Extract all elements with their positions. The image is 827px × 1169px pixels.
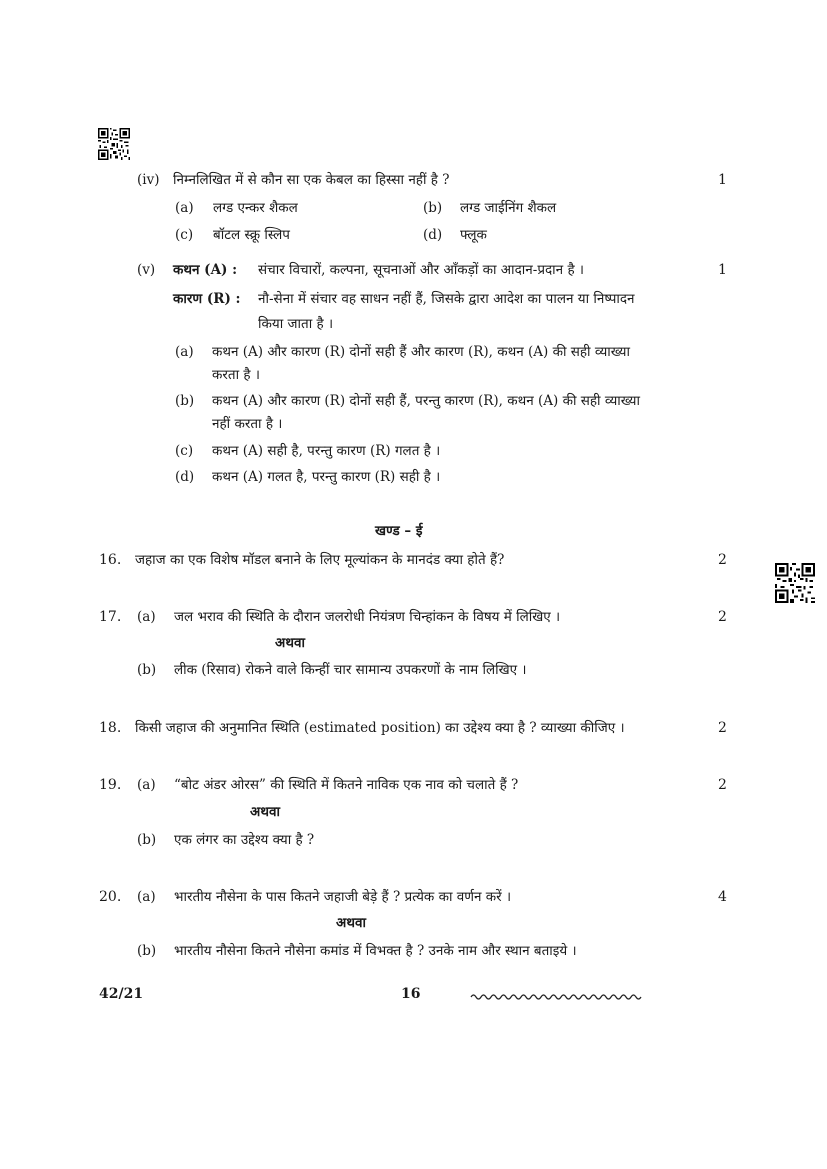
q15-iv-option-label: (a) [175, 200, 194, 216]
paper-code: 42/21 [99, 986, 144, 1002]
q15-v-option-text: कथन (A) और कारण (R) दोनों सही हैं और कारण (R), कथन (A) की सही व्याख्या [212, 344, 630, 360]
q17-number: 17. [99, 609, 122, 625]
q16-marks: 2 [718, 552, 727, 568]
q17-a-question: जल भराव की स्थिति के दौरान जलरोधी नियंत्रण चिन्हांकन के विषय में लिखिए । [174, 609, 561, 625]
q15-iv-option-text: लग्ड एन्कर शैकल [213, 200, 298, 216]
q20-or: अथवा [336, 915, 366, 931]
q15-iv-option-text: लग्ड जाईनिंग शैकल [460, 200, 557, 216]
q19-a-question: “बोट अंडर ओरस” की स्थिति में कितने नाविक एक नाव को चलाते हैं ? [174, 777, 519, 793]
qr-code-side [775, 563, 815, 603]
q15-iv-option-text: फ्लूक [460, 227, 487, 243]
q15-v-reason-text: नौ-सेना में संचार वह साधन नहीं हैं, जिसके द्वारा आदेश का पालन या निष्पादन [258, 291, 635, 307]
q16-question: जहाज का एक विशेष मॉडल बनाने के लिए मूल्यांकन के मानदंड क्या होते हैं? [135, 552, 505, 568]
q15-v-option-label: (d) [175, 469, 195, 485]
q15-v-reason-text: किया जाता है । [258, 316, 334, 332]
page-number: 16 [401, 986, 421, 1002]
q20-b-label: (b) [137, 943, 157, 959]
q15-v-assertion-label: कथन (A) : [173, 262, 238, 278]
q19-number: 19. [99, 777, 122, 793]
q19-a-label: (a) [137, 777, 156, 793]
q15-iv-option-label: (d) [423, 227, 443, 243]
q20-a-question: भारतीय नौसेना के पास कितने जहाजी बेड़े हैं ? प्रत्येक का वर्णन करें । [174, 889, 512, 905]
q20-number: 20. [99, 889, 122, 905]
q15-iv-question: निम्नलिखित में से कौन सा एक केबल का हिस्सा नहीं है ? [173, 172, 450, 188]
q19-marks: 2 [718, 777, 727, 793]
q20-marks: 4 [718, 889, 727, 905]
q15-v-assertion-text: संचार विचारों, कल्पना, सूचनाओं और आँकड़ों का आदान-प्रदान है । [258, 262, 585, 278]
q19-b-question: एक लंगर का उद्देश्य क्या है ? [174, 832, 315, 848]
q17-or: अथवा [275, 635, 305, 651]
qr-code-top [98, 128, 130, 160]
q15-v-number: (v) [137, 262, 156, 278]
q17-marks: 2 [718, 609, 727, 625]
q15-v-option-label: (a) [175, 344, 194, 360]
q18-number: 18. [99, 720, 122, 736]
q20-a-label: (a) [137, 889, 156, 905]
q15-v-marks: 1 [718, 262, 727, 278]
q15-v-option-label: (c) [175, 443, 194, 459]
q17-b-label: (b) [137, 662, 157, 678]
wavy-divider [470, 988, 644, 1007]
q15-iv-option-label: (c) [175, 227, 194, 243]
q15-v-option-text: नहीं करता है । [212, 416, 283, 432]
q19-or: अथवा [250, 804, 280, 820]
q17-b-question: लीक (रिसाव) रोकने वाले किन्हीं चार सामान्य उपकरणों के नाम लिखिए । [174, 662, 527, 678]
q15-iv-marks: 1 [718, 172, 727, 188]
q18-marks: 2 [718, 720, 727, 736]
q15-v-option-text: कथन (A) गलत है, परन्तु कारण (R) सही है । [212, 469, 441, 485]
q15-iv-number: (iv) [137, 172, 160, 188]
q18-question: किसी जहाज की अनुमानित स्थिति (estimated position) का उद्देश्य क्या है ? व्याख्या कीजिए । [135, 720, 625, 736]
section-title: खण्ड – ई [375, 523, 423, 539]
q15-v-option-text: कथन (A) और कारण (R) दोनों सही हैं, परन्तु कारण (R), कथन (A) की सही व्याख्या [212, 393, 640, 409]
q15-v-reason-label: कारण (R) : [173, 291, 241, 307]
q15-iv-option-text: बॉटल स्क्रू स्लिप [213, 227, 290, 243]
q15-v-option-text: करता है । [212, 367, 260, 383]
q15-v-option-text: कथन (A) सही है, परन्तु कारण (R) गलत है । [212, 443, 441, 459]
q20-b-question: भारतीय नौसेना कितने नौसेना कमांड में विभक्त है ? उनके नाम और स्थान बताइये । [174, 943, 577, 959]
q15-iv-option-label: (b) [423, 200, 443, 216]
q16-number: 16. [99, 552, 122, 568]
q15-v-option-label: (b) [175, 393, 195, 409]
q17-a-label: (a) [137, 609, 156, 625]
q19-b-label: (b) [137, 832, 157, 848]
